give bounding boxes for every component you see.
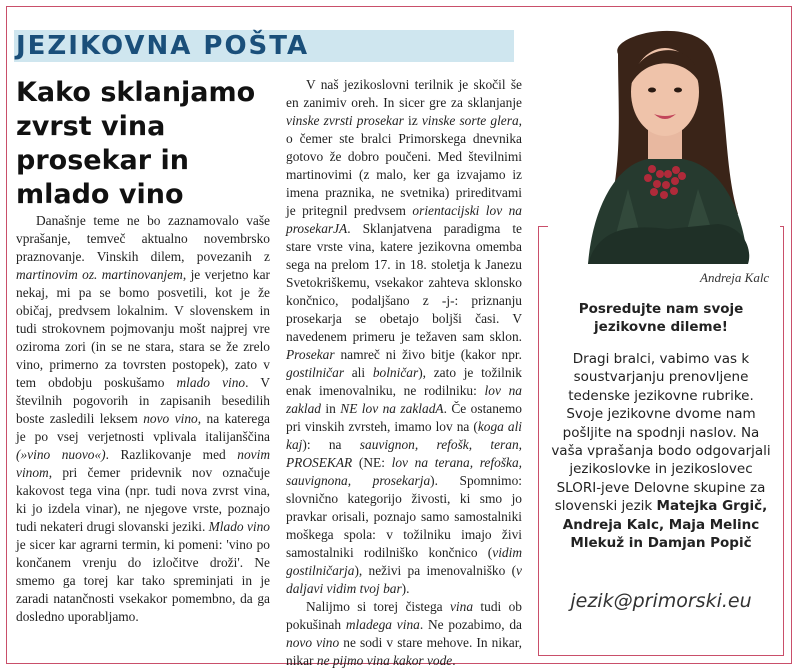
article-column-2: V naš jezikoslovni terilnik je skočil še en zanimiv oreh. In sicer gre za sklanjanje vinske zvrsti prosekar iz vinske sorte glera, o čemer ste bralci Primorskega dnevnika gotovo že dobro poučeni. Med številnimi martinovimi (z malo, ker ga izvajamo iz imena praznika, ne svetnika) prireditvami je pritegnil predvsem orientacijski lov na prosekarJA. Sklanjatvena paradigma te stare vrste vina, katere jezikovna omemba sega na prelom 17. in 18. stoletja k Janezu Svetokriškemu, vsekakor zahteva sklonsko končnico, podaljšano z -j-: priznanju prosekarja se obetajo boljši časi. V navedenem primeru je težaven sam sklon. Prosekar namreč ni živo bitje (kakor npr. gostilničar ali bolničar), zato je tožilnik enak imenovalniku, ne rodilniku: lov na zaklad in NE lov na zakladA. Če ostanemo pri vinskih zvrsteh, imamo lov na (koga ali kaj): na sauvignon, refošk, teran, PROSEKAR (NE: lov na terana, refoška, sauvignona, prosekarja). Spomnimo: slovnično kategorijo živosti, ki smo jo pravkar orisali, poznajo samo samostalniki moškega spola: v tožilniku imajo živi samostalniki rodilniško končnico (vidim gostilničarja), neživi pa imenovalniško (v daljavi vidim tvoj bar). Nalijmo si torej čistega vina tudi ob pokušinah mladega vina. Ne pozabimo, da novo vino ne sodi v stare mehove. In nikar, nikar ne pijmo vina kakor vode. (286, 77, 523, 668)
call-to-action-title: Posredujte nam svoje jezikovne dileme! (578, 301, 744, 335)
author-portrait-illustration (548, 14, 780, 264)
call-to-action-text: Dragi bralci, vabimo vas k soustvarjanju prenovljene tedenske jezikovne rubrike. Svoje jezikovne dvome nam pošljite na spodnji naslov. Na vaša vprašanja bodo odgovarjali jezikoslovke in jezikoslovec SLORI-jeve Delovne skupine za slovenski jezik Matejka Grgič, Andreja Kalc, Maja Melinc Mlekuž in Damjan Popič (551, 351, 771, 552)
article-column-1: Današnje teme ne bo zaznamovalo vaše vprašanje, temveč aktualno novembrsko praznovanje. Vinskih dilem, povezanih z martinovim oz. martinovanjem, je verjetno kar nekaj, mi pa se bomo posvetili, kot je že običaj, predvsem lokalnim. V slovenskem in tudi strokovnem pojmovanju mošt najprej vre oziroma zori (in se ne stara, stara se že zrelo vino, primerno za tovrsten postopek), zato v tem obdobju poskušamo mlado vino. V številnih pogovorih in zapisanih besedilih boste zasledili leksem novo vino, na katerega je po vsej verjetnosti vplivala italijanščina (»vino nuovo«). Razlikovanje med novim vinom, pri čemer pridevnik nov označuje kakovost tega vina (npr. tudi nova zvrst vina, ki jo izdela vinar), ne njegove vrste, poznajo tudi nekateri drugi slovanski jeziki. Mlado vino je sicer kar agrarni termin, ki pomeni: 'vino po končanem vrenju do izločitve drožі'. Ne smemo ga torej kar tako spreminjati in je zaradi natančnosti vsekakor pomembno, da ga dosledno uporabljamo. (16, 213, 271, 624)
contact-email-link[interactable]: jezik@primorski.eu (570, 590, 752, 612)
author-photo (548, 14, 780, 264)
section-title: JEZIKOVNA POŠTA (16, 31, 310, 61)
article-headline: Kako sklanjamo zvrst vina prosekar in mlado vino (16, 77, 256, 210)
photo-caption: Andreja Kalc (700, 270, 770, 285)
